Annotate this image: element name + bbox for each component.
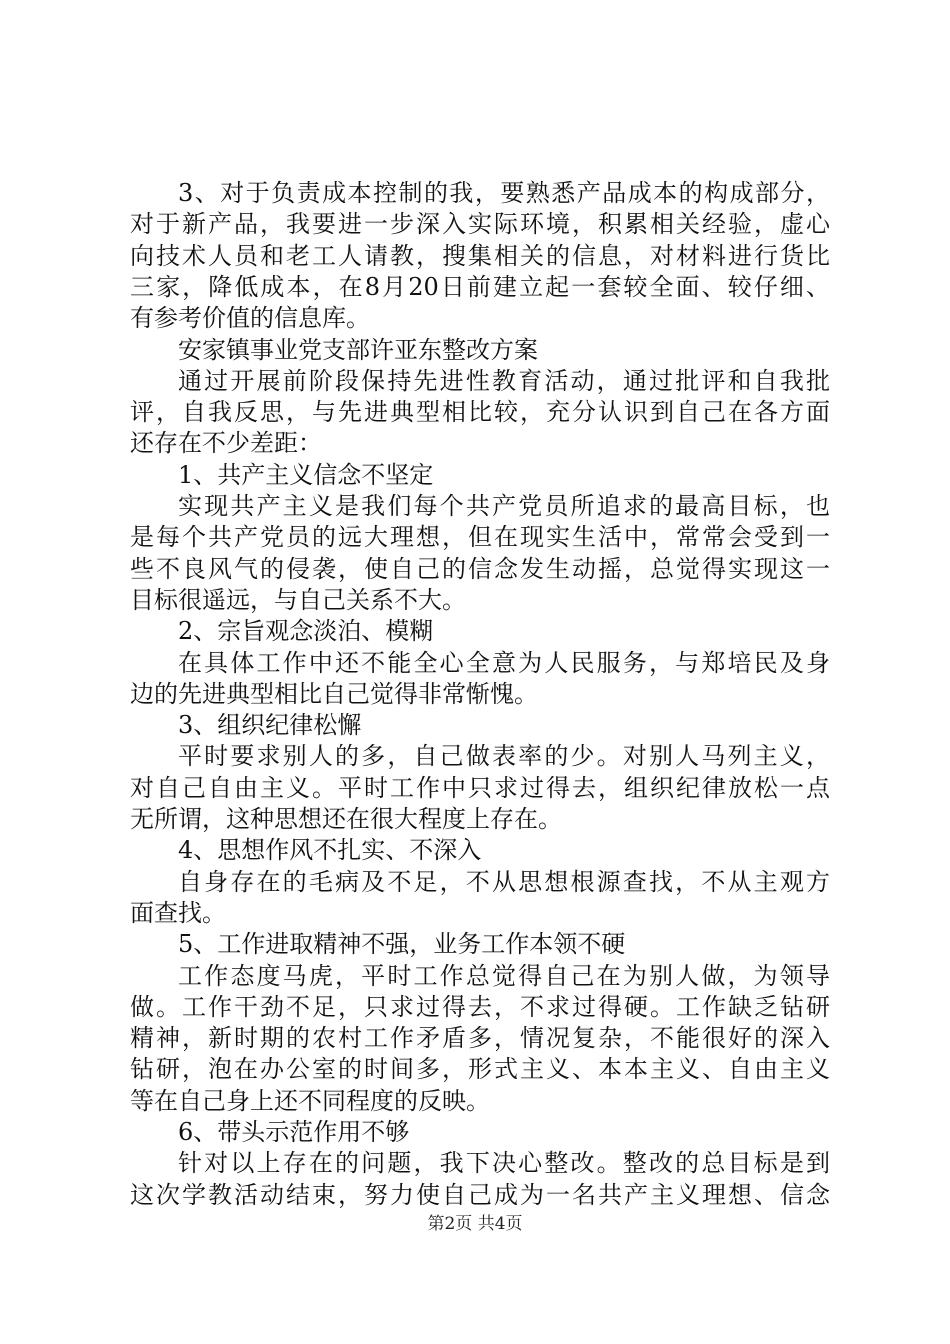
text-line: 精神，新时期的农村工作矛盾多，情况复杂，不能很好的深入 xyxy=(130,1024,830,1053)
text-line: 钻研，泡在办公室的时间多，形式主义、本本主义、自由主义 xyxy=(130,1055,830,1084)
text-line: 些不良风气的侵袭，使自己的信念发生动摇，总觉得实现这一 xyxy=(130,554,830,583)
text-line: 安家镇事业党支部许亚东整改方案 xyxy=(178,335,538,364)
text-line: 6、带头示范作用不够 xyxy=(178,1118,410,1146)
text-line: 面查找。 xyxy=(130,898,226,927)
text-line: 这次学教活动结束，努力使自己成为一名共产主义理想、信念 xyxy=(130,1180,830,1209)
text-line: 针对以上存在的问题，我下决心整改。整改的总目标是到 xyxy=(178,1149,830,1178)
text-line: 3、对于负责成本控制的我，要熟悉产品成本的构成部分， xyxy=(178,179,830,207)
text-line: 向技术人员和老工人请教，搜集相关的信息，对材料进行货比 xyxy=(130,241,830,270)
text-line: 评，自我反思，与先进典型相比较，充分认识到自己在各方面 xyxy=(130,398,830,427)
text-line: 目标很遥远，与自己关系不大。 xyxy=(130,585,466,614)
text-line: 还存在不少差距： xyxy=(130,429,322,458)
text-line: 3、组织纪律松懈 xyxy=(178,711,362,740)
text-line: 三家，降低成本，在8月20日前建立起一套较全面、较仔细、 xyxy=(130,272,830,301)
text-line: 无所谓，这种思想还在很大程度上存在。 xyxy=(130,805,562,833)
text-line: 对于新产品，我要进一步深入实际环境，积累相关经验，虚心 xyxy=(130,210,830,239)
text-line: 平时要求别人的多，自己做表率的少。对别人马列主义， xyxy=(178,742,830,771)
text-line: 自身存在的毛病及不足，不从思想根源查找，不从主观方 xyxy=(178,867,830,896)
text-line: 边的先进典型相比自己觉得非常惭愧。 xyxy=(130,679,538,708)
text-line: 工作态度马虎，平时工作总觉得自己在为别人做，为领导 xyxy=(178,961,830,990)
text-line: 2、宗旨观念淡泊、模糊 xyxy=(178,617,434,646)
text-line: 5、工作进取精神不强，业务工作本领不硬 xyxy=(178,930,626,959)
text-line: 通过开展前阶段保持先进性教育活动，通过批评和自我批 xyxy=(178,366,830,395)
text-line: 等在自己身上还不同程度的反映。 xyxy=(130,1086,490,1115)
page-footer: 第2页 共4页 xyxy=(427,1214,523,1234)
text-line: 做。工作干劲不足，只求过得去，不求过得硬。工作缺乏钻研 xyxy=(130,992,830,1021)
text-line: 实现共产主义是我们每个共产党员所追求的最高目标，也 xyxy=(178,492,830,520)
text-line: 在具体工作中还不能全心全意为人民服务，与郑培民及身 xyxy=(178,648,830,677)
text-line: 对自己自由主义。平时工作中只求过得去，组织纪律放松一点 xyxy=(130,773,830,802)
text-line: 4、思想作风不扎实、不深入 xyxy=(178,836,482,865)
text-line: 1、共产主义信念不坚定 xyxy=(178,460,434,489)
text-line: 有参考价值的信息库。 xyxy=(130,304,370,333)
text-line: 是每个共产党员的远大理想，但在现实生活中，常常会受到一 xyxy=(130,523,830,552)
